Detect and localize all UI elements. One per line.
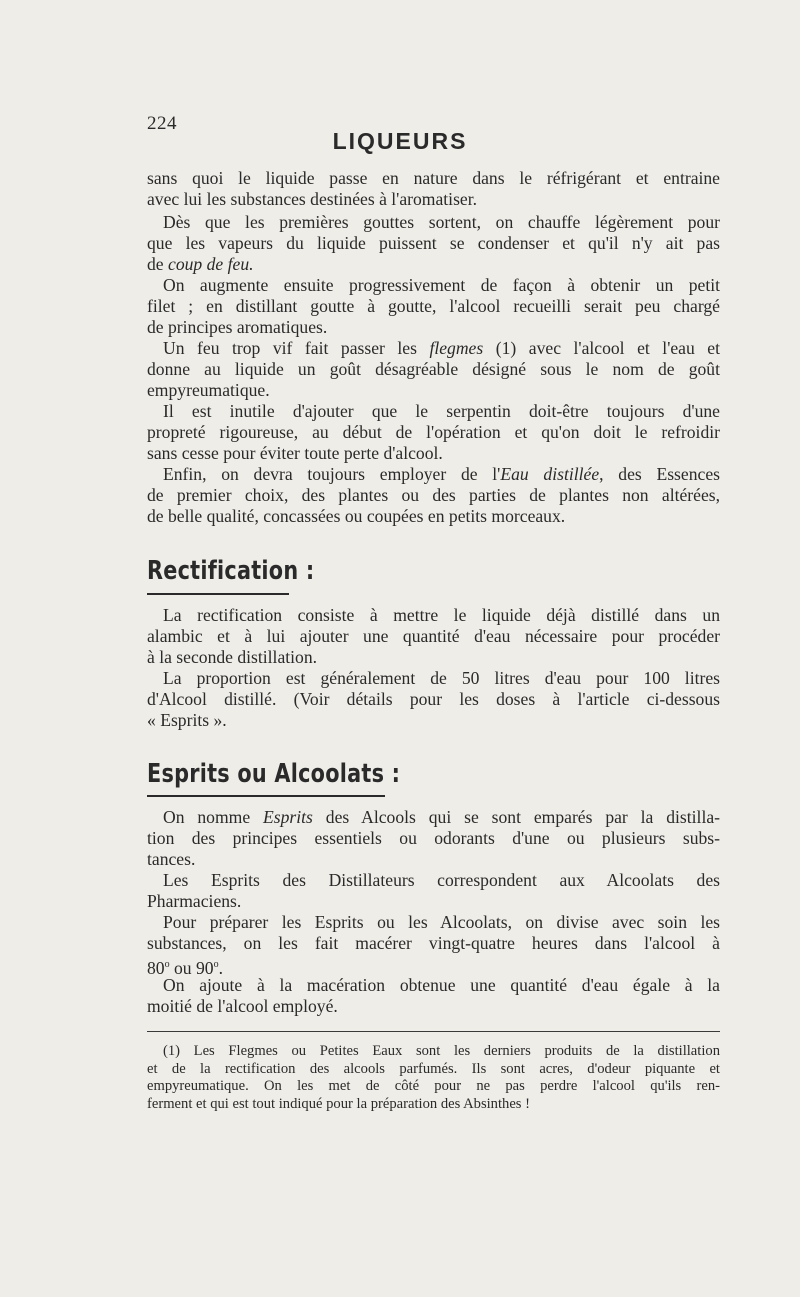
italic-term: Eau distillée bbox=[500, 464, 600, 484]
text-line: On augmente ensuite progressivement de façon à obtenir un petit bbox=[163, 275, 720, 295]
section-heading-esprits: Esprits ou Alcoolats : bbox=[147, 759, 401, 789]
text-line: On ajoute à la macération obtenue une quantité d'eau égale à la bbox=[163, 975, 720, 995]
text-span: 80 bbox=[147, 957, 165, 978]
text-span: des Alcools qui se sont emparés par la distilla- bbox=[312, 807, 720, 827]
text-line: tances. bbox=[147, 849, 196, 869]
section-heading-rectification: Rectification : bbox=[147, 556, 315, 586]
text-span: Enfin, on devra toujours employer de l' bbox=[163, 464, 501, 484]
text-span: de bbox=[147, 254, 169, 274]
text-line: alambic et à lui ajouter une quantité d'eau nécessaire pour procéder bbox=[147, 626, 720, 646]
footnote-line: empyreumatique. On les met de côté pour ne pas perdre l'alcool qu'ils ren- bbox=[147, 1078, 720, 1094]
text-line: empyreumatique. bbox=[147, 380, 270, 400]
text-line: propreté rigoureuse, au début de l'opération et qu'on doit le refroidir bbox=[147, 422, 720, 442]
text-line bbox=[147, 464, 720, 485]
text-line: que les vapeurs du liquide puissent se condenser et qu'il n'y ait pas bbox=[147, 233, 720, 253]
text-line: filet ; en distillant goutte à goutte, l'alcool recueilli serait peu chargé bbox=[147, 296, 720, 316]
text-line: de principes aromatiques. bbox=[147, 317, 328, 337]
distillation-text bbox=[147, 168, 720, 527]
text-span: . bbox=[218, 957, 223, 978]
italic-term: Esprits bbox=[263, 807, 313, 827]
footnote-rule bbox=[147, 1031, 720, 1032]
heading-underline bbox=[147, 795, 385, 797]
text-line bbox=[147, 338, 720, 359]
footnote-line: (1) Les Flegmes ou Petites Eaux sont les derniers produits de la distillation bbox=[163, 1043, 720, 1059]
text-line: sans cesse pour éviter toute perte d'alcool. bbox=[147, 443, 443, 463]
text-span: , des Essences bbox=[599, 464, 720, 484]
text-span: Un feu trop vif fait passer les bbox=[163, 338, 430, 358]
text-line: donne au liquide un goût désagréable désigné sous le nom de goût bbox=[147, 359, 720, 379]
text-span: (1) avec l'alcool et l'eau et bbox=[483, 338, 720, 358]
esprits-text bbox=[147, 807, 720, 1017]
text-line: de belle qualité, concassées ou coupées en petits morceaux. bbox=[147, 506, 566, 526]
text-line bbox=[147, 807, 720, 828]
text-line: moitié de l'alcool employé. bbox=[147, 996, 338, 1016]
text-line: La rectification consiste à mettre le liquide déjà distillé dans un bbox=[163, 605, 720, 625]
text-line: d'Alcool distillé. (Voir détails pour les doses à l'article ci-dessous bbox=[147, 689, 720, 709]
text-line: tion des principes essentiels ou odorants d'une ou plusieurs subs- bbox=[147, 828, 720, 848]
text-line: sans quoi le liquide passe en nature dans le réfrigérant et entraine bbox=[147, 168, 720, 188]
italic-term: coup de feu. bbox=[168, 254, 254, 274]
text-line: La proportion est généralement de 50 litres d'eau pour 100 litres bbox=[163, 668, 720, 688]
text-line: « Esprits ». bbox=[147, 710, 227, 730]
italic-term: flegmes bbox=[429, 338, 484, 358]
text-line: Dès que les premières gouttes sortent, on chauffe légèrement pour bbox=[163, 212, 720, 232]
text-line bbox=[147, 954, 720, 978]
degree-mark: o bbox=[164, 959, 170, 970]
footnote-line: et de la rectification des alcools parfumés. Ils sont acres, d'odeur piquante et bbox=[147, 1060, 720, 1077]
rectification-text bbox=[147, 605, 720, 731]
text-span: ou 90 bbox=[169, 957, 214, 978]
text-line: Pharmaciens. bbox=[147, 891, 242, 911]
footnote bbox=[147, 1043, 720, 1113]
footnote-line: ferment et qui est tout indiqué pour la préparation des Absinthes ! bbox=[147, 1095, 530, 1112]
text-line bbox=[147, 254, 720, 275]
text-line: substances, on les fait macérer vingt-quatre heures dans l'alcool à bbox=[147, 933, 720, 953]
text-span: On nomme bbox=[163, 807, 264, 827]
text-line: Les Esprits des Distillateurs correspondent aux Alcoolats des bbox=[163, 870, 720, 890]
text-line: de premier choix, des plantes ou des parties de plantes non altérées, bbox=[147, 485, 720, 505]
degree-mark: o bbox=[213, 959, 219, 970]
heading-underline bbox=[147, 593, 289, 595]
text-line: à la seconde distillation. bbox=[147, 647, 318, 667]
page-number: 224 bbox=[147, 113, 177, 134]
text-line: Pour préparer les Esprits ou les Alcoolats, on divise avec soin les bbox=[163, 912, 720, 932]
text-line: avec lui les substances destinées à l'aromatiser. bbox=[147, 189, 478, 209]
text-line: Il est inutile d'ajouter que le serpentin doit-être toujours d'une bbox=[163, 401, 720, 421]
running-head: LIQUEURS bbox=[332, 128, 468, 154]
